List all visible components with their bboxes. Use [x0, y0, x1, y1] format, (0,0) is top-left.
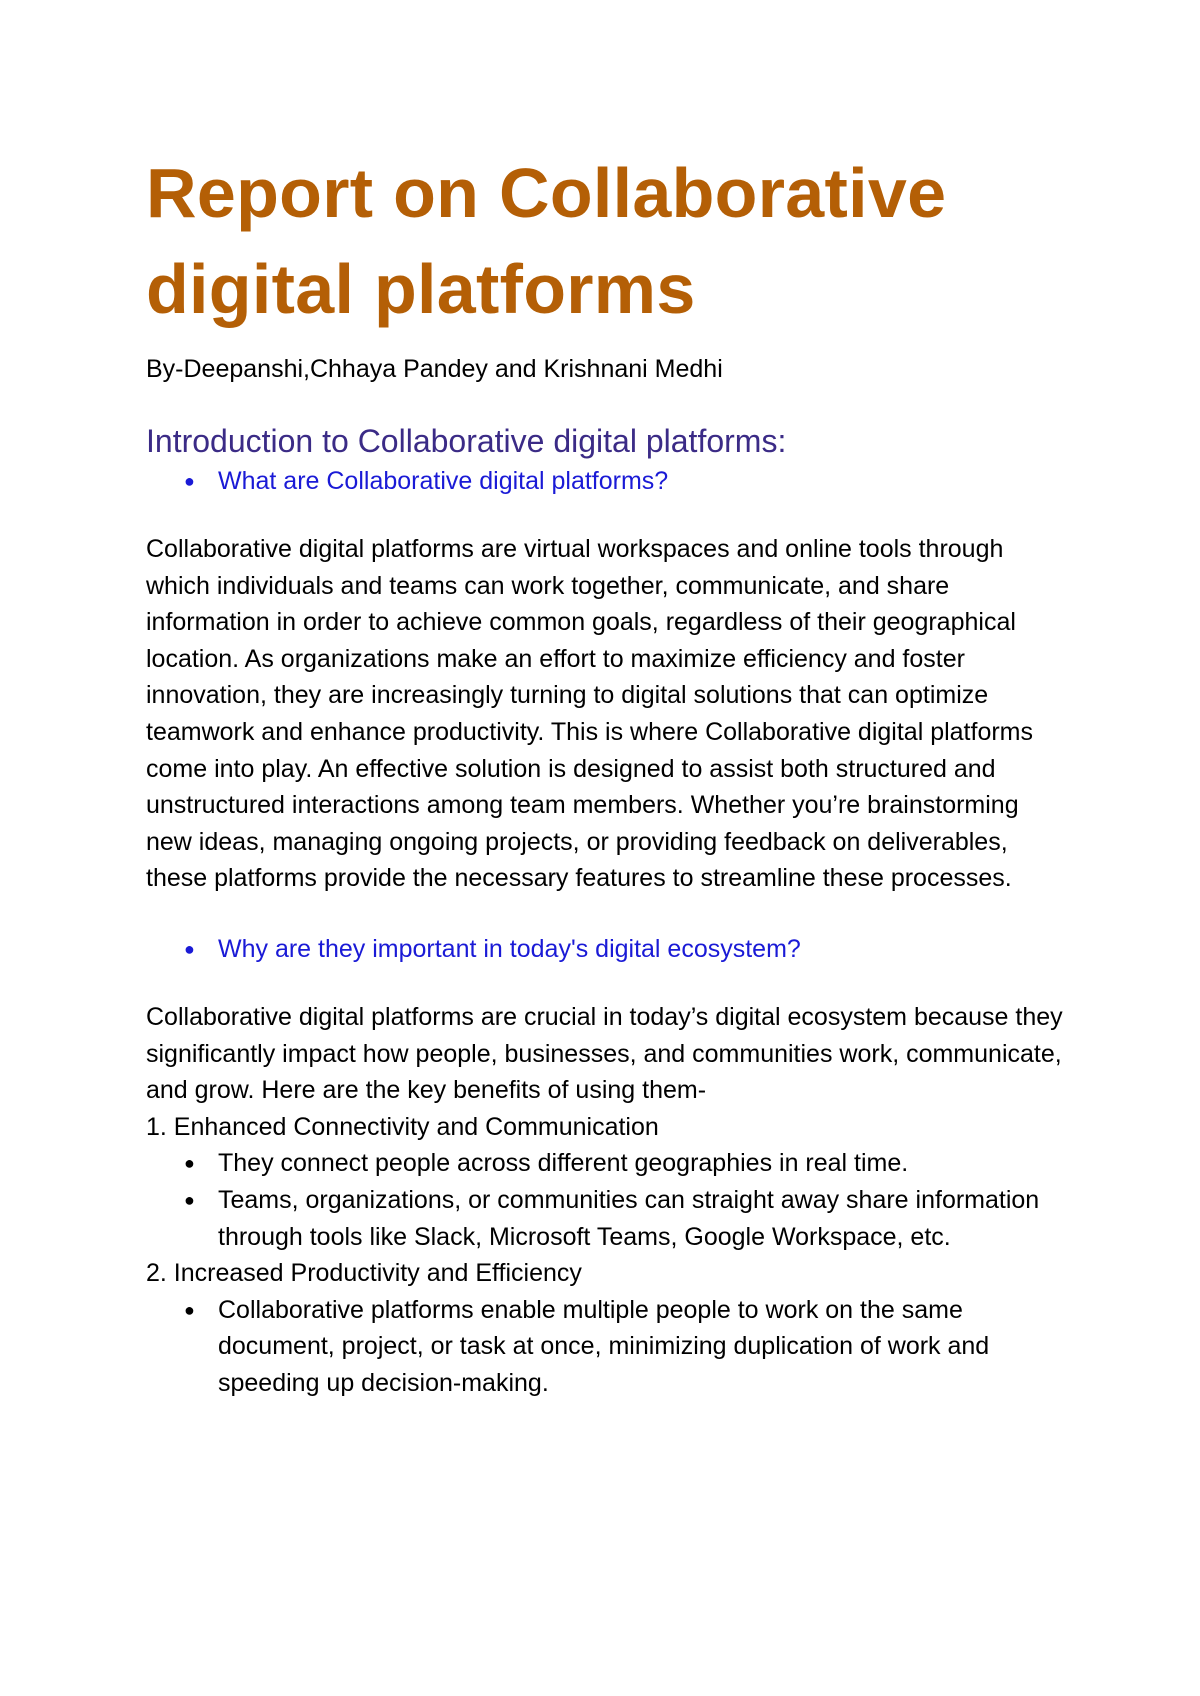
bullet-dot-icon: ● [184, 1299, 195, 1320]
intro-section-heading: Introduction to Collaborative digital platforms: [146, 423, 787, 459]
benefit-heading: 1. Enhanced Connectivity and Communication [146, 1112, 659, 1141]
document-title: Report on Collaborative digital platforms [146, 154, 947, 328]
benefit-bullet [146, 1145, 1068, 1182]
bullet-dot-icon: ● [184, 1153, 195, 1174]
question-text: What are Collaborative digital platforms? [218, 467, 669, 495]
benefit-bullet-list [146, 1292, 1068, 1402]
question-list-1 [146, 463, 1068, 499]
bullet-dot-icon: ● [184, 471, 195, 491]
bullet-dot-icon: ● [184, 938, 195, 959]
intro-paragraph: Collaborative digital platforms are virtual workspaces and online tools through which individuals and teams can work together, communicate, and share information in order to achieve common goals, regardless of their geographical location. As organizations make an effort to maximize efficiency and foster innovation, they are increasingly turning to digital solutions that can optimize teamwork and enhance productivity. This is where Collaborative digital platforms come into play. An effective solution is designed to assist both structured and unstructured interactions among team members. Whether you’re brainstorming new ideas, managing ongoing projects, or providing feedback on deliverables, these platforms provide the necessary features to streamline these processes. [146, 535, 1033, 893]
author-byline: By-Deepanshi,Chhaya Pandey and Krishnani Medhi [146, 355, 723, 383]
question-list-2 [146, 931, 1068, 967]
question-item [146, 463, 1068, 499]
importance-paragraph: Collaborative digital platforms are crucial in today’s digital ecosystem because they significantly impact how people, businesses, and communities work, communicate, and grow. Here are the key benefits of using them- [146, 1002, 1063, 1105]
benefit-bullet-text: Teams, organizations, or communities can straight away share information through tools like Slack, Microsoft Teams, Google Workspace, etc. [218, 1185, 1040, 1251]
benefit-bullet-list [146, 1145, 1068, 1255]
question-text: Why are they important in today's digital ecosystem? [218, 934, 801, 963]
benefit-bullet-text: Collaborative platforms enable multiple people to work on the same document, project, or task at once, minimizing duplication of work and speeding up decision-making. [218, 1295, 990, 1397]
bullet-dot-icon: ● [184, 1189, 195, 1210]
benefit-heading: 2. Increased Productivity and Efficiency [146, 1259, 582, 1288]
benefit-bullet-text: They connect people across different geographies in real time. [218, 1149, 909, 1178]
benefit-bullet [146, 1182, 1068, 1255]
benefit-bullet [146, 1292, 1068, 1402]
question-item [146, 931, 1068, 967]
